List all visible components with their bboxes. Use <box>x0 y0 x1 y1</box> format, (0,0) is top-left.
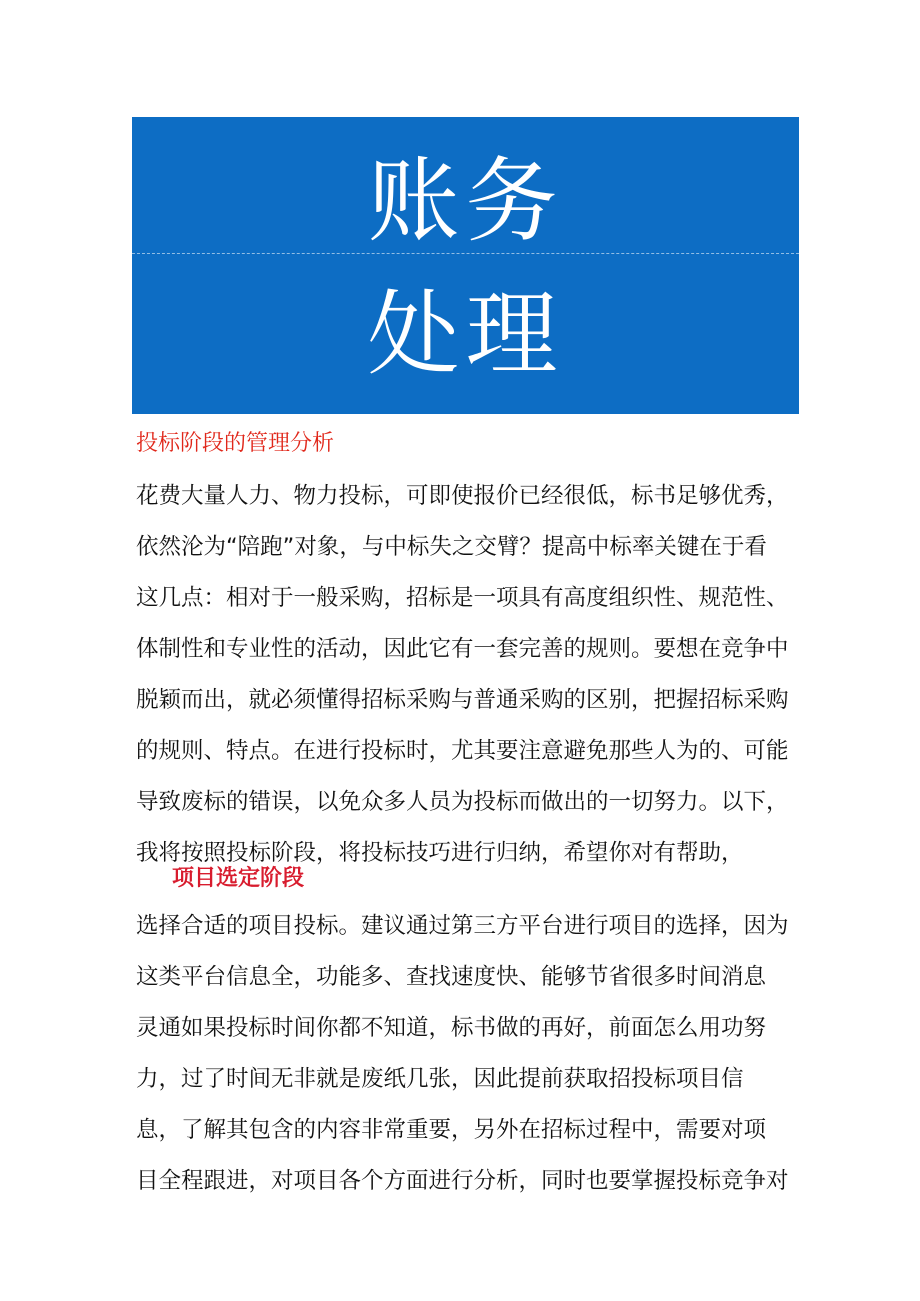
banner-title-line-2: 处理 <box>367 281 564 388</box>
banner-title-line-1: 账务 <box>367 148 564 255</box>
paragraph-line: 目全程跟进，对项目各个方面进行分析，同时也要掌握投标竞争对 <box>136 1168 789 1194</box>
paragraph-line: 灵通如果投标时间你都不知道，标书做的再好，前面怎么用功努 <box>136 1015 767 1041</box>
paragraph-line: 花费大量人力、物力投标，可即使报价已经很低，标书足够优秀， <box>136 483 789 509</box>
section-title: 投标阶段的管理分析 <box>136 431 335 456</box>
paragraph-line: 力，过了时间无非就是废纸几张，因此提前获取招投标项目信 <box>136 1066 744 1092</box>
paragraph-project-selection <box>136 901 816 1207</box>
paragraph-line: 导致废标的错误，以免众多人员为投标而做出的一切努力。以下， <box>136 789 789 815</box>
paragraph-line: 脱颖而出，就必须懂得招标采购与普通采购的区别，把握招标采购 <box>136 687 789 713</box>
paragraph-line: 体制性和专业性的活动，因此它有一套完善的规则。要想在竞争中 <box>136 636 789 662</box>
banner-divider <box>132 253 799 254</box>
paragraph-line: 的规则、特点。在进行投标时，尤其要注意避免那些人为的、可能 <box>136 738 789 764</box>
paragraph-line: 依然沦为“陪跑”对象，与中标失之交臂？提高中标率关键在于看 <box>136 534 767 560</box>
subheading: 项目选定阶段 <box>172 866 305 891</box>
paragraph-intro <box>136 471 816 879</box>
paragraph-line: 这类平台信息全，功能多、查找速度快、能够节省很多时间消息 <box>136 964 767 990</box>
paragraph-line: 这几点：相对于一般采购，招标是一项具有高度组织性、规范性、 <box>136 585 789 611</box>
paragraph-line: 选择合适的项目投标。建议通过第三方平台进行项目的选择，因为 <box>136 913 789 939</box>
paragraph-line: 息，了解其包含的内容非常重要，另外在招标过程中，需要对项 <box>136 1117 767 1143</box>
title-banner <box>132 117 799 414</box>
paragraph-line: 我将按照投标阶段，将投标技巧进行归纳，希望你对有帮助， <box>136 840 744 866</box>
